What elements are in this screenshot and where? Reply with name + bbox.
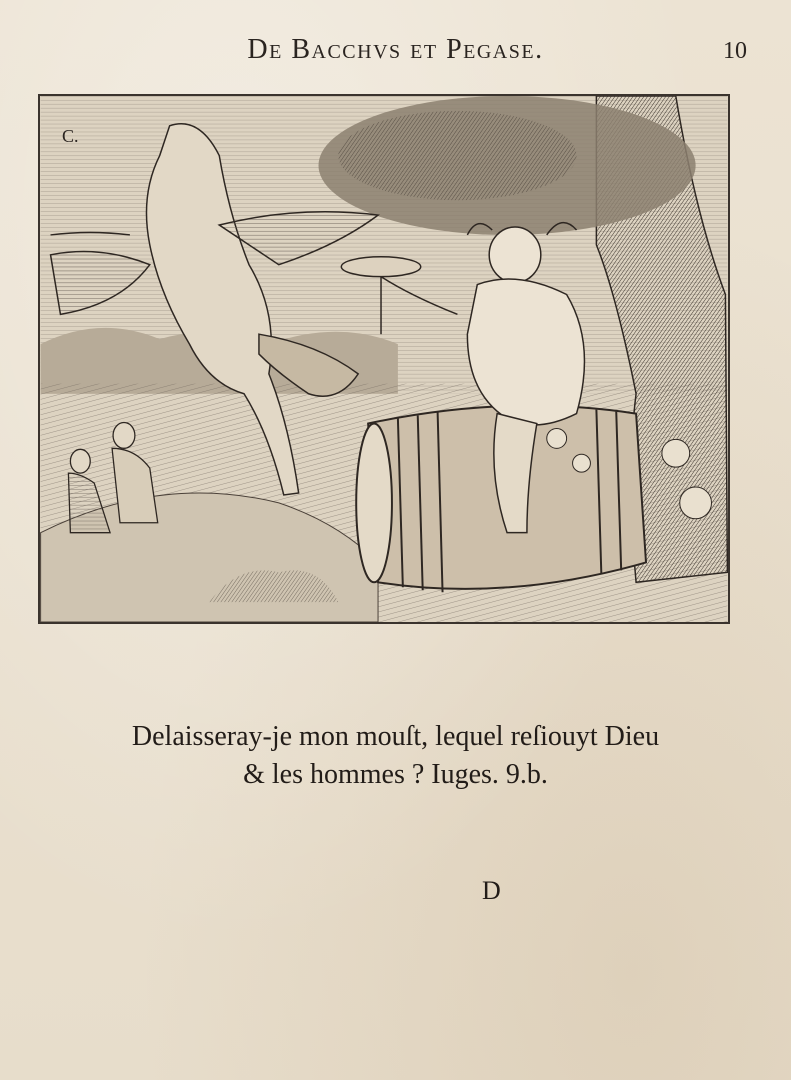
running-head-title: De Bacchvs et Pegase. (247, 34, 544, 65)
engraving-illustration (38, 94, 730, 624)
plate-letter: C. (62, 126, 79, 146)
tree-foliage-shade (338, 111, 576, 200)
motto-line-1: Delaisseray-je mon mouſt, lequel reſiouyt Dieu (131, 721, 660, 752)
engraving-drawing (40, 96, 728, 622)
signature-mark: D (482, 876, 501, 905)
page-number: 10 (723, 38, 747, 64)
motto-text (0, 718, 791, 794)
motto-line-2: & les hommes ? Iuges. 9.b. (243, 759, 548, 790)
